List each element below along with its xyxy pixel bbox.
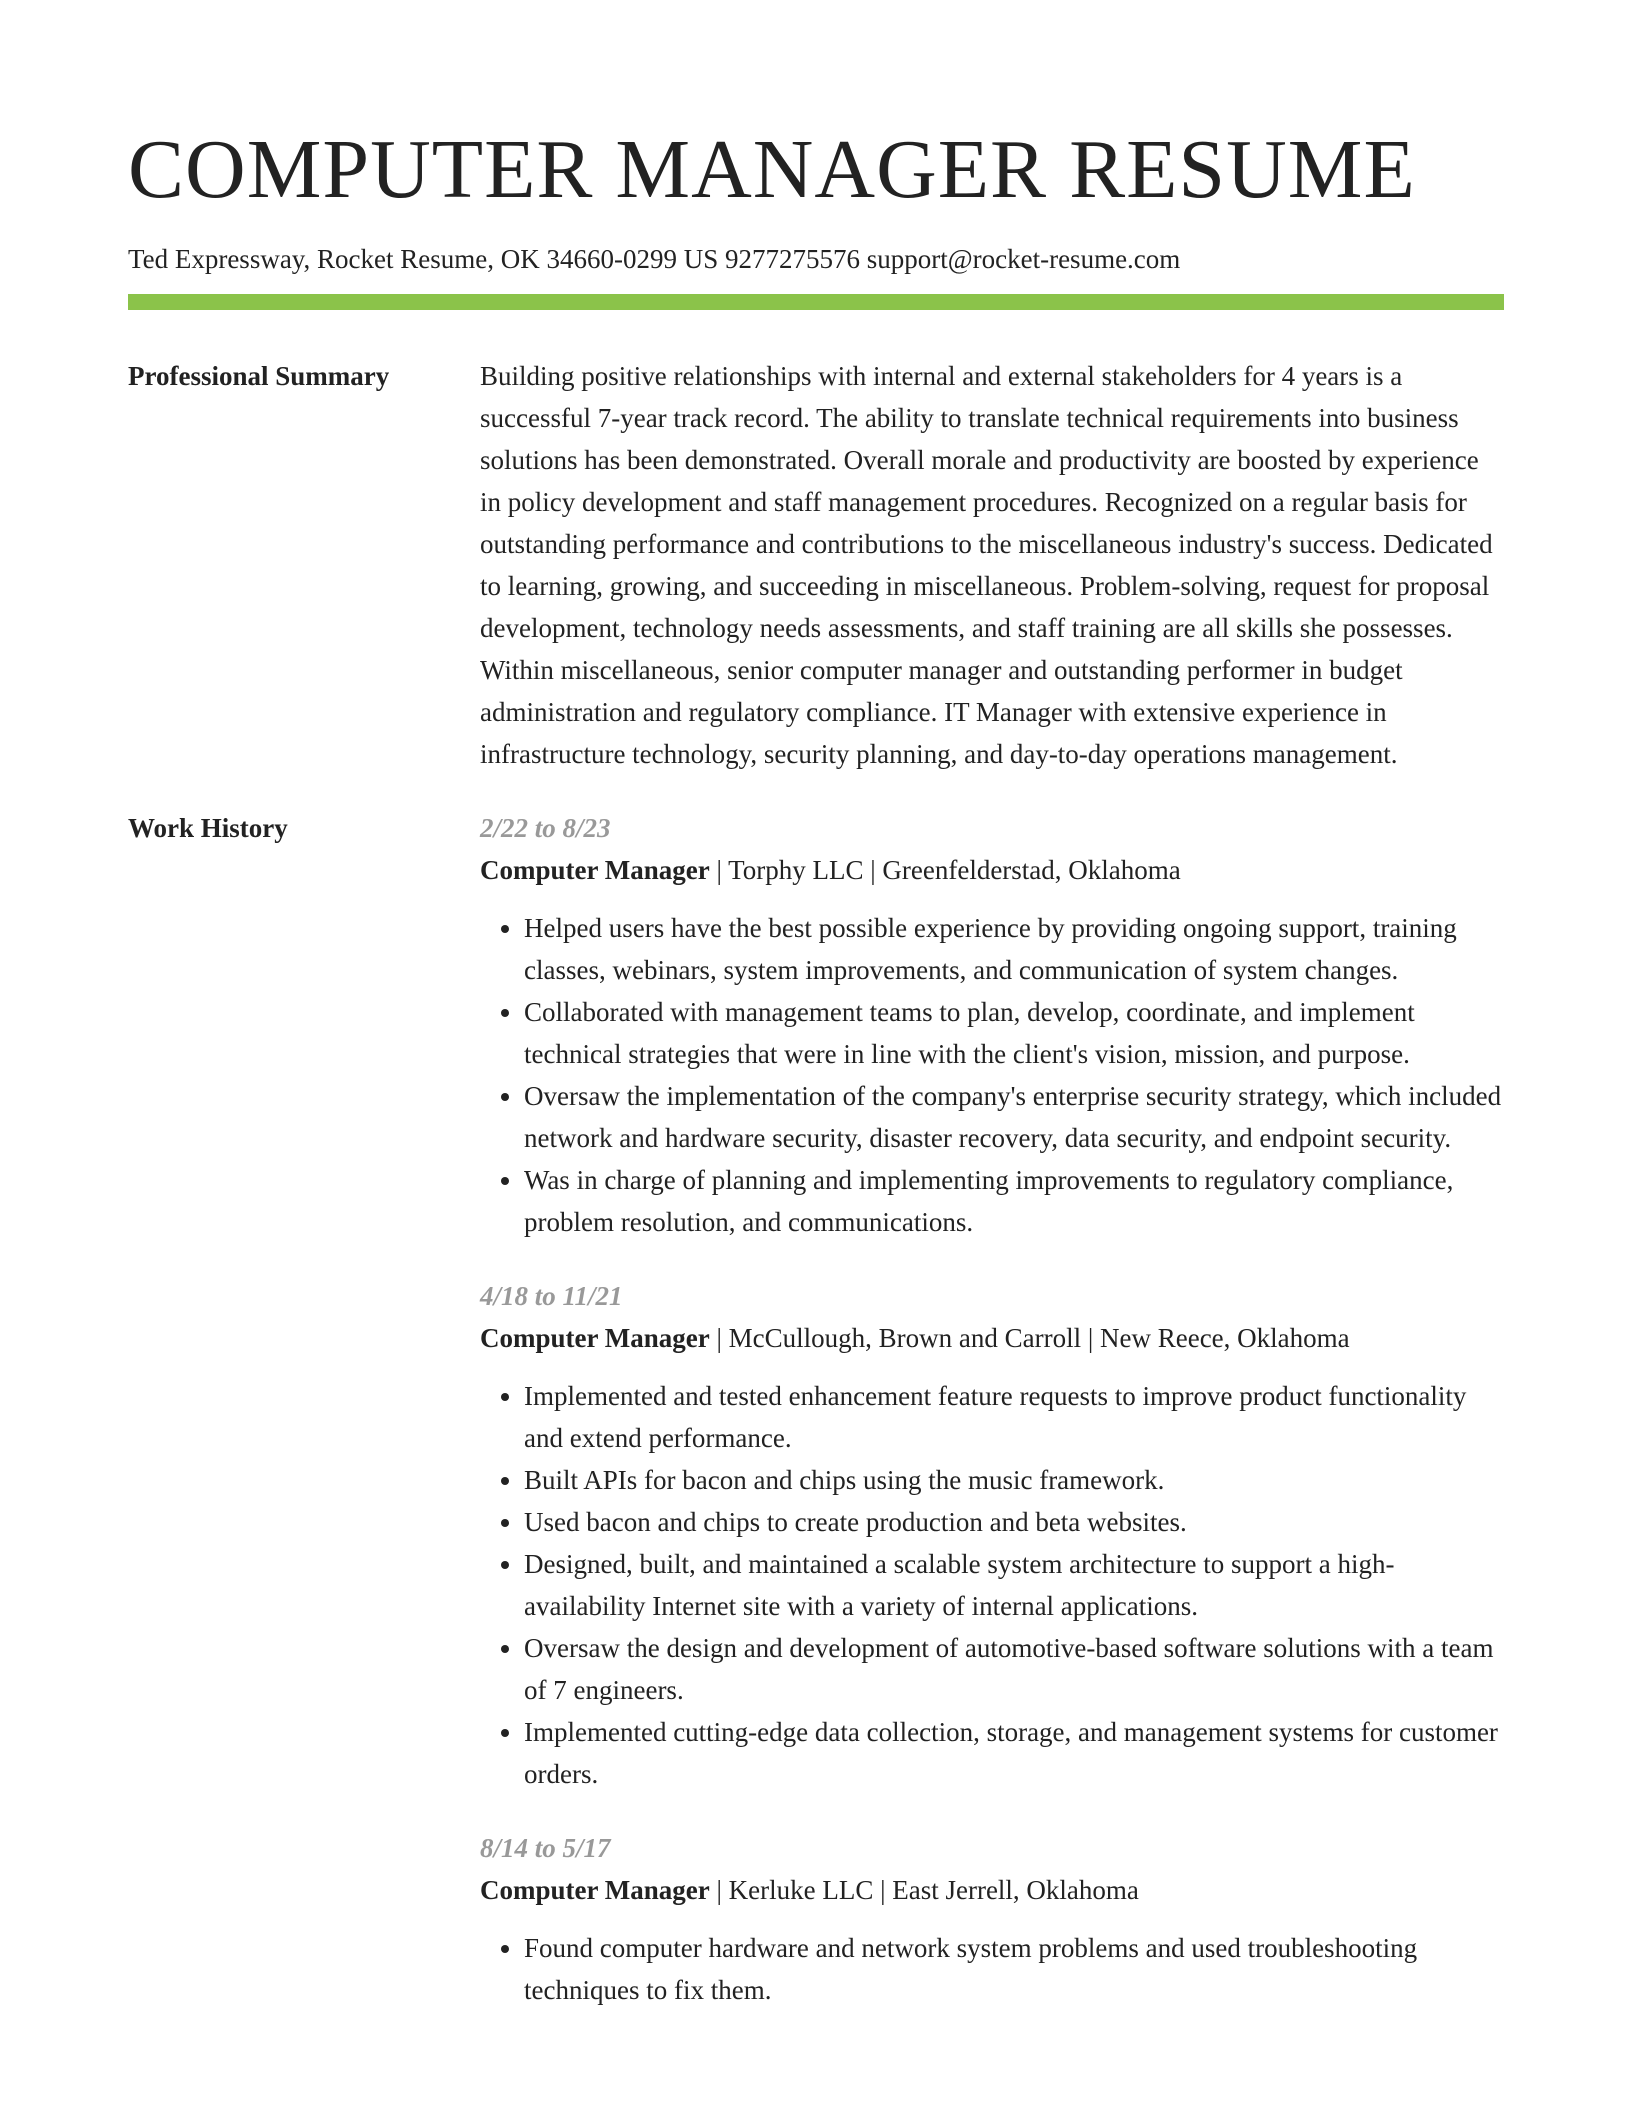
job-dates: 4/18 to 11/21 <box>480 1281 623 1311</box>
job-entry <box>480 807 1504 1243</box>
job-details: | Torphy LLC | Greenfelderstad, Oklahoma <box>709 855 1181 885</box>
job-bullet: • Found computer hardware and network system problems and used troubleshooting techniques to fix them. <box>524 1927 1504 2011</box>
section-label-work: Work History <box>128 813 288 843</box>
job-bullet: • Implemented cutting-edge data collection, storage, and management systems for customer orders. <box>524 1711 1504 1795</box>
contact-line: Ted Expressway, Rocket Resume, OK 34660-0299 US 9277275576 support@rocket-resume.com <box>128 244 1181 274</box>
resume-title: COMPUTER MANAGER RESUME <box>128 123 1416 216</box>
job-title-line <box>480 1317 1504 1359</box>
job-bullet-list <box>480 1927 1504 2011</box>
job-title: Computer Manager <box>480 855 710 885</box>
job-bullet: • Built APIs for bacon and chips using the music framework. <box>524 1459 1504 1501</box>
work-history-section <box>128 807 1504 2043</box>
summary-text: Building positive relationships with internal and external stakeholders for 4 years is a successful 7-year track record. The ability to translate technical requirements into business solutions has been demonstrated. Overall morale and productivity are boosted by experience in policy development and staff management procedures. Recognized on a regular basis for outstanding performance and contributions to the miscellaneous industry's success. Dedicated to learning, growing, and succeeding in miscellaneous. Problem-solving, request for proposal development, technology needs assessments, and staff training are all skills she possesses. Within miscellaneous, senior computer manager and outstanding performer in budget administration and regulatory compliance. IT Manager with extensive experience in infrastructure technology, security planning, and day-to-day operations management. <box>480 361 1493 769</box>
job-title: Computer Manager <box>480 1875 710 1905</box>
job-title-line <box>480 1869 1504 1911</box>
job-dates: 8/14 to 5/17 <box>480 1833 611 1863</box>
job-details: | Kerluke LLC | East Jerrell, Oklahoma <box>709 1875 1139 1905</box>
job-bullet-list <box>480 1375 1504 1795</box>
job-entry <box>480 1827 1504 2011</box>
job-bullet: • Implemented and tested enhancement feature requests to improve product functionality and extend performance. <box>524 1375 1504 1459</box>
professional-summary-section <box>128 355 1504 775</box>
job-bullet: • Designed, built, and maintained a scalable system architecture to support a high-availability Internet site with a variety of internal applications. <box>524 1543 1504 1627</box>
section-label-summary: Professional Summary <box>128 361 390 391</box>
job-title: Computer Manager <box>480 1323 710 1353</box>
job-bullet: • Oversaw the design and development of automotive-based software solutions with a team of 7 engineers. <box>524 1627 1504 1711</box>
job-bullet: • Used bacon and chips to create production and beta websites. <box>524 1501 1504 1543</box>
job-bullet: • Helped users have the best possible experience by providing ongoing support, training classes, webinars, system improvements, and communication of system changes. <box>524 907 1504 991</box>
job-bullet: • Collaborated with management teams to plan, develop, coordinate, and implement technical strategies that were in line with the client's vision, mission, and purpose. <box>524 991 1504 1075</box>
work-history-body <box>480 807 1504 2043</box>
accent-divider <box>128 294 1504 310</box>
summary-body <box>480 355 1504 775</box>
job-title-line <box>480 849 1504 891</box>
job-bullet-list <box>480 907 1504 1243</box>
job-entry <box>480 1275 1504 1795</box>
job-bullet: • Was in charge of planning and implementing improvements to regulatory compliance, problem resolution, and communications. <box>524 1159 1504 1243</box>
job-dates: 2/22 to 8/23 <box>480 813 611 843</box>
job-details: | McCullough, Brown and Carroll | New Reece, Oklahoma <box>709 1323 1350 1353</box>
job-bullet: • Oversaw the implementation of the company's enterprise security strategy, which included network and hardware security, disaster recovery, data security, and endpoint security. <box>524 1075 1504 1159</box>
